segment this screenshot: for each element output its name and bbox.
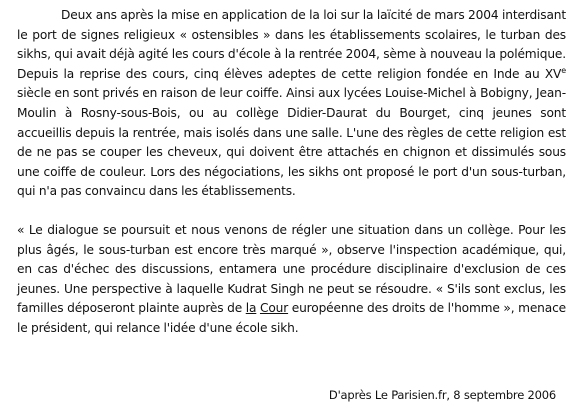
underlined-cour: Cour: [259, 301, 289, 316]
underlined-la: la: [245, 301, 257, 316]
paragraph-2-text-a: « Le dialogue se poursuit et nous venons de régler une situation dans un collège. Pour les plus âgés, le sous-turban est encore très marqué », observe l'inspection académique, qui, en cas d'échec des discussions, entamera une procédure disciplinaire d'exclusion de ces jeunes. Une perspective à laquelle Kudrat Singh ne peut se résoudre. « S'ils sont exclus, les familles déposeront plainte auprès de: [17, 222, 566, 316]
paragraph-2-text-b: européenne des droits de l'homme », menace le président, qui relance l'idée d'une école sikh.: [17, 301, 566, 335]
paragraph-1-text-a: Deux ans après la mise en application de la loi sur la laïcité de mars 2004 interdisant le port de signes religieux « ostensibles » dans les établissements scolaires, le turban des sikhs, qui avait déjà agité les cours d'école à la rentrée 2004, sème à nouveau la polémique. Depuis la reprise des cours, cinq élèves adeptes de cette religion fondée en Inde au XV: [17, 8, 566, 81]
source-citation: D'après Le Parisien.fr, 8 septembre 2006: [328, 388, 556, 402]
article: [17, 6, 566, 339]
paragraph-1-text-b: siècle en sont privés en raison de leur coiffe. Ainsi aux lycées Louise-Michel à Bobigny, Jean-Moulin à Rosny-sous-Bois, ou au collège Didier-Daurat du Bourget, cinq jeunes sont accueillis depuis la rentrée, mais isolés dans une salle. L'une des règles de cette religion est de ne pas se couper les cheveux, qui doivent être attachés en chignon et dissimulés sous une coiffe de couleur. Lors des négociations, les sikhs ont proposé le port d'un sous-turban, qui n'a pas convaincu dans les établissements.: [17, 86, 566, 199]
paragraph-1: [17, 6, 566, 202]
paragraph-2: [17, 221, 566, 339]
century-superscript: e: [561, 65, 566, 75]
